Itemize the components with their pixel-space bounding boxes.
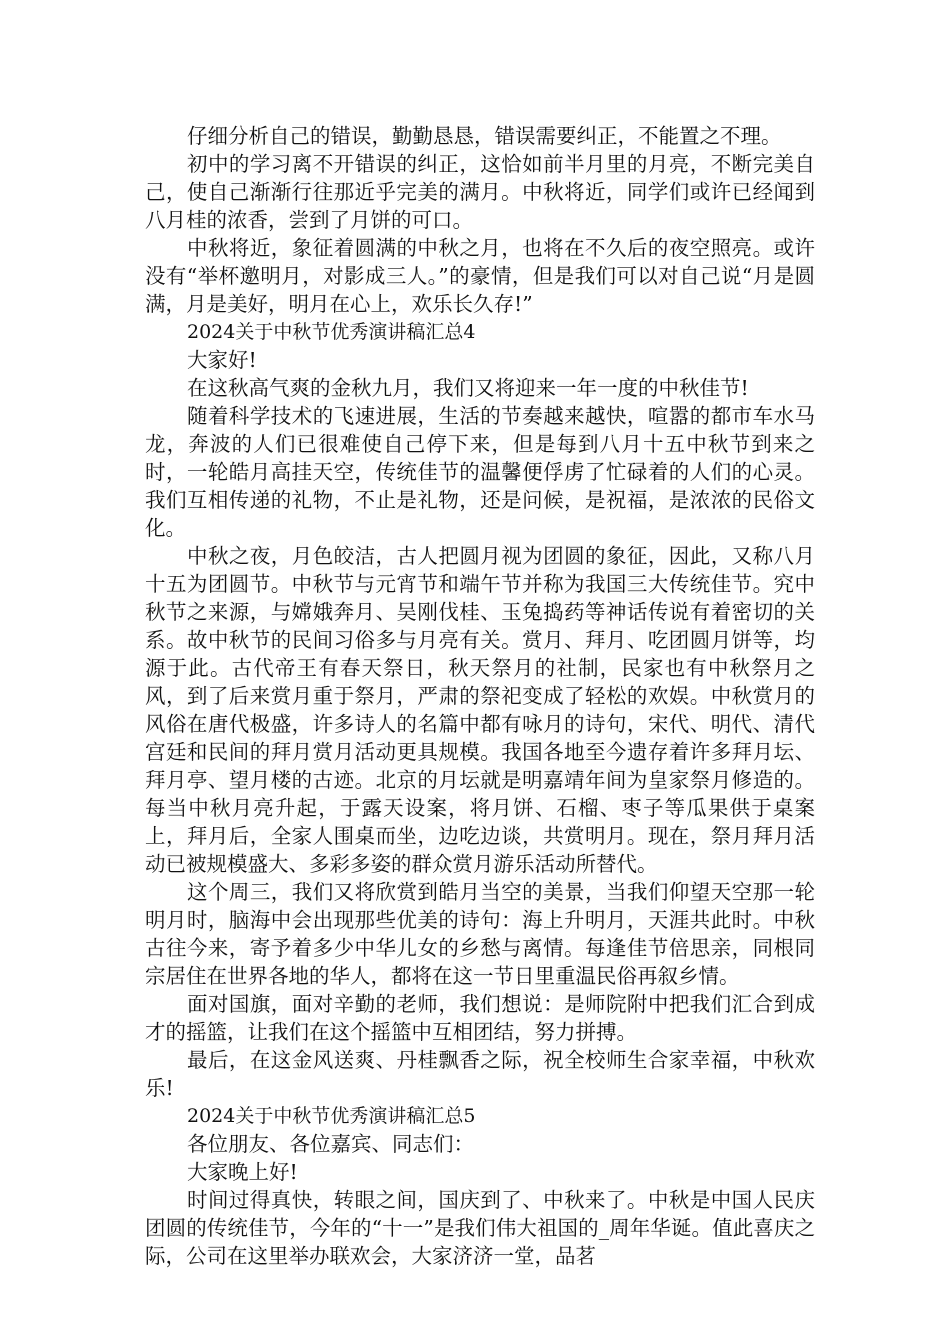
- paragraph-1: 仔细分析自己的错误，勤勤恳恳，错误需要纠正，不能置之不理。: [187, 124, 782, 148]
- paragraph-5: 在这秋高气爽的金秋九月，我们又将迎来一年一度的中秋佳节!: [187, 376, 749, 400]
- section-heading-5: 2024关于中秋节优秀演讲稿汇总5: [187, 1105, 476, 1127]
- paragraph-greeting-2: 大家晚上好!: [187, 1160, 298, 1184]
- paragraph-3: 中秋将近，象征着圆满的中秋之月，也将在不久后的夜空照亮。或许没有“举杯邀明月，对影成三人。”的豪情，但是我们可以对自己说“月是圆满，月是美好，明月在心上，欢乐长久存!”: [145, 236, 815, 316]
- paragraph-salutation: 各位朋友、各位嘉宾、同志们：: [187, 1132, 474, 1156]
- section-heading-4: 2024关于中秋节优秀演讲稿汇总4: [187, 321, 476, 343]
- document-page: [145, 122, 815, 1270]
- paragraph-8: 这个周三，我们又将欣赏到皓月当空的美景，当我们仰望天空那一轮明月时，脑海中会出现那些优美的诗句：海上升明月，天涯共此时。中秋古往今来，寄予着多少中华儿女的乡愁与离情。每逢佳节倍思亲，同根同宗居住在世界各地的华人，都将在这一节日里重温民俗再叙乡情。: [145, 880, 815, 988]
- paragraph-7: 中秋之夜，月色皎洁，古人把圆月视为团圆的象征，因此，又称八月十五为团圆节。中秋节与元宵节和端午节并称为我国三大传统佳节。究中秋节之来源，与嫦娥奔月、吴刚伐桂、玉兔捣药等神话传说有着密切的关系。故中秋节的民间习俗多与月亮有关。赏月、拜月、吃团圆月饼等，均源于此。古代帝王有春天祭日，秋天祭月的社制，民家也有中秋祭月之风，到了后来赏月重于祭月，严肃的祭祀变成了轻松的欢娱。中秋赏月的风俗在唐代极盛，许多诗人的名篇中都有咏月的诗句，宋代、明代、清代宫廷和民间的拜月赏月活动更具规模。我国各地至今遗存着许多拜月坛、拜月亭、望月楼的古迹。北京的月坛就是明嘉靖年间为皇家祭月修造的。每当中秋月亮升起，于露天设案，将月饼、石榴、枣子等瓜果供于桌案上，拜月后，全家人围桌而坐，边吃边谈，共赏明月。现在，祭月拜月活动已被规模盛大、多彩多姿的群众赏月游乐活动所替代。: [145, 544, 815, 876]
- paragraph-10: 最后，在这金风送爽、丹桂飘香之际，祝全校师生合家幸福，中秋欢乐!: [145, 1048, 815, 1100]
- paragraph-6: 随着科学技术的飞速进展，生活的节奏越来越快，喧嚣的都市车水马龙，奔波的人们已很难使自己停下来，但是每到八月十五中秋节到来之时，一轮皓月高挂天空，传统佳节的温馨便俘虏了忙碌着的人们的心灵。我们互相传递的礼物，不止是礼物，还是问候，是祝福，是浓浓的民俗文化。: [145, 404, 815, 540]
- paragraph-9: 面对国旗，面对辛勤的老师，我们想说：是师院附中把我们汇合到成才的摇篮，让我们在这个摇篮中互相团结，努力拼搏。: [145, 992, 815, 1044]
- paragraph-greeting-1: 大家好!: [187, 348, 257, 372]
- paragraph-14: 时间过得真快，转眼之间，国庆到了、中秋来了。中秋是中国人民庆团圆的传统佳节，今年的“十一”是我们伟大祖国的_周年华诞。值此喜庆之际，公司在这里举办联欢会，大家济济一堂，品茗: [145, 1188, 815, 1268]
- paragraph-2: 初中的学习离不开错误的纠正，这恰如前半月里的月亮，不断完美自己，使自己渐渐行往那近乎完美的满月。中秋将近，同学们或许已经闻到八月桂的浓香，尝到了月饼的可口。: [145, 152, 815, 232]
